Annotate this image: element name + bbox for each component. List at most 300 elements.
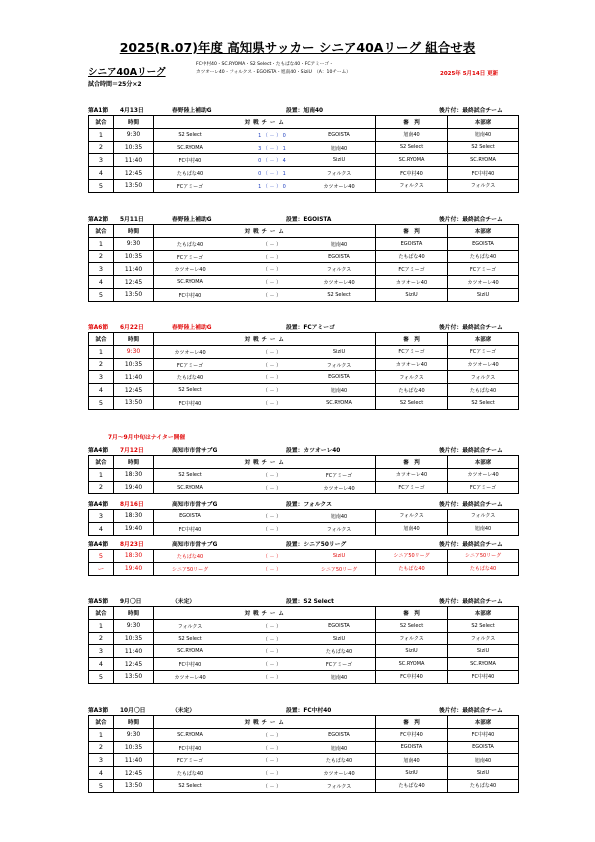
match-no: 5 bbox=[89, 396, 114, 409]
referee-team: FCアミーゴ bbox=[376, 345, 448, 358]
home-team: カツオーレ40 bbox=[174, 349, 206, 356]
round-venue: 春野陸上補助G bbox=[172, 217, 212, 223]
match-row bbox=[89, 237, 519, 250]
match-score: （ － ） bbox=[262, 388, 282, 395]
match-no: 2 bbox=[89, 632, 114, 645]
league-name: シニア40Aリーグ bbox=[88, 67, 166, 78]
home-team: SC.RYOMA bbox=[177, 279, 203, 286]
match-time: 11:40 bbox=[114, 645, 154, 658]
match-score: （ － ） bbox=[262, 292, 282, 299]
match-time: 10:35 bbox=[114, 632, 154, 645]
match-row bbox=[89, 250, 519, 263]
home-team: たもぱな40 bbox=[176, 375, 204, 382]
match-time: 13:50 bbox=[114, 179, 154, 192]
match-no: 3 bbox=[89, 645, 114, 658]
referee-team: SC.RYOMA bbox=[376, 658, 448, 671]
header-time: 時間 bbox=[114, 456, 154, 469]
round-header bbox=[88, 443, 518, 454]
header-time: 時間 bbox=[114, 607, 154, 620]
match-teams bbox=[154, 562, 376, 575]
round-host: 設置：カツオーレ40 bbox=[286, 448, 341, 454]
referee-team: SiziU bbox=[376, 767, 448, 780]
round-venue: 高知市市営サブG bbox=[172, 502, 218, 508]
hq-team: フォルクス bbox=[448, 510, 519, 523]
hq-team: SC.RYOMA bbox=[448, 658, 519, 671]
match-row bbox=[89, 728, 519, 741]
header-referee: 審 判 bbox=[376, 116, 448, 129]
round-label: 第A2節 bbox=[88, 217, 109, 223]
match-no: 3 bbox=[89, 154, 114, 167]
match-score: （ － ） bbox=[262, 745, 282, 752]
round-cleanup: 後片付：最終試合チーム bbox=[439, 217, 503, 223]
match-score: （ － ） bbox=[262, 485, 282, 492]
match-teams bbox=[154, 619, 376, 632]
round-host: 設置：FCアミーゴ bbox=[286, 325, 335, 331]
match-row bbox=[89, 263, 519, 276]
match-teams bbox=[154, 250, 376, 263]
match-teams bbox=[154, 384, 376, 397]
home-team: たもぱな40 bbox=[176, 241, 204, 248]
match-no: 3 bbox=[89, 510, 114, 523]
header-hq: 本部席 bbox=[448, 716, 519, 729]
match-no: 4 bbox=[89, 522, 114, 535]
match-score: （ － ） bbox=[262, 649, 282, 656]
home-team: SC.RYOMA bbox=[177, 144, 203, 151]
team-list bbox=[196, 61, 351, 77]
header-teams: 対 戦 チ ー ム bbox=[154, 116, 376, 129]
home-team: FCアミーゴ bbox=[176, 254, 204, 261]
round-date: 10月〇日 bbox=[120, 708, 146, 714]
match-time: 10:35 bbox=[114, 141, 154, 154]
match-score: 1 （ － ） 0 bbox=[258, 183, 286, 190]
hq-team: SiziU bbox=[448, 645, 519, 658]
match-time: 9:30 bbox=[114, 619, 154, 632]
header-match-no: 試合 bbox=[89, 333, 114, 346]
home-team: S2 Select bbox=[178, 782, 202, 789]
match-row bbox=[89, 645, 519, 658]
round-label: 第A5節 bbox=[88, 599, 109, 605]
match-score: （ － ） bbox=[262, 636, 282, 643]
home-team: S2 Select bbox=[178, 387, 202, 394]
match-teams bbox=[154, 741, 376, 754]
header-match-no: 試合 bbox=[89, 456, 114, 469]
round-header bbox=[88, 212, 518, 223]
round-header bbox=[88, 703, 518, 714]
match-time: 19:40 bbox=[114, 522, 154, 535]
match-no: 5 bbox=[89, 179, 114, 192]
match-row bbox=[89, 767, 519, 780]
referee-team: フォルクス bbox=[376, 179, 448, 192]
away-team: S2 Select bbox=[327, 291, 351, 298]
referee-team: SiziU bbox=[376, 288, 448, 301]
hq-team: S2 Select bbox=[448, 141, 519, 154]
header-hq: 本部席 bbox=[448, 225, 519, 238]
referee-team: 旭南40 bbox=[376, 128, 448, 141]
match-score: （ － ） bbox=[262, 472, 282, 479]
home-team: FC中村40 bbox=[178, 526, 202, 533]
referee-team: たもぱな40 bbox=[376, 384, 448, 397]
away-team: フォルクス bbox=[326, 362, 352, 369]
home-team: FCアミーゴ bbox=[176, 183, 204, 190]
match-teams bbox=[154, 167, 376, 180]
match-teams bbox=[154, 288, 376, 301]
updated-date: 2025年 5月14日 更新 bbox=[440, 71, 499, 77]
match-duration: 試合時間＝25分×2 bbox=[88, 81, 142, 88]
home-team: EGOISTA bbox=[179, 513, 201, 519]
match-teams bbox=[154, 481, 376, 494]
header-teams: 対 戦 チ ー ム bbox=[154, 716, 376, 729]
away-team: 旭南40 bbox=[330, 145, 348, 152]
schedule-table bbox=[88, 606, 519, 684]
match-time: 9:30 bbox=[114, 237, 154, 250]
match-teams bbox=[154, 510, 376, 523]
referee-team: S2 Select bbox=[376, 141, 448, 154]
header-teams: 対 戦 チ ー ム bbox=[154, 607, 376, 620]
home-team: FC中村40 bbox=[178, 400, 202, 407]
round-date: 8月23日 bbox=[120, 542, 144, 548]
match-score: 1 （ － ） 0 bbox=[258, 132, 286, 139]
match-row bbox=[89, 741, 519, 754]
round-host: 設置：S2 Select bbox=[286, 599, 334, 605]
schedule-table bbox=[88, 715, 519, 793]
match-row bbox=[89, 179, 519, 192]
match-row bbox=[89, 141, 519, 154]
match-time: 11:40 bbox=[114, 263, 154, 276]
hq-team: SC.RYOMA bbox=[448, 154, 519, 167]
away-team: 旭南40 bbox=[330, 514, 348, 520]
match-time: 10:35 bbox=[114, 741, 154, 754]
match-no: 1 bbox=[89, 468, 114, 481]
hq-team: 旭南40 bbox=[448, 128, 519, 141]
match-teams bbox=[154, 658, 376, 671]
away-team: 旭南40 bbox=[330, 674, 348, 681]
match-score: （ － ） bbox=[262, 526, 282, 533]
away-team: EGOISTA bbox=[328, 731, 350, 738]
match-teams bbox=[154, 276, 376, 289]
round-date: 8月16日 bbox=[120, 502, 144, 508]
hq-team: カツオーレ40 bbox=[448, 276, 519, 289]
referee-team: S2 Select bbox=[376, 619, 448, 632]
match-row bbox=[89, 345, 519, 358]
round-cleanup: 後片付：最終試合チーム bbox=[439, 448, 503, 454]
away-team: SiziU bbox=[332, 635, 346, 642]
match-teams bbox=[154, 154, 376, 167]
match-row bbox=[89, 562, 519, 575]
away-team: EGOISTA bbox=[328, 622, 350, 629]
header-match-no: 試合 bbox=[89, 225, 114, 238]
match-no: 5 bbox=[89, 670, 114, 683]
schedule-table bbox=[88, 549, 519, 576]
match-row bbox=[89, 128, 519, 141]
team-list-line-1: FC中村40・SC.RYOMA・S2 Select・たもぱな40・FCアミーゴ・ bbox=[196, 62, 334, 67]
match-score: （ － ） bbox=[262, 280, 282, 287]
match-no: 4 bbox=[89, 167, 114, 180]
table-header-row bbox=[89, 116, 519, 129]
referee-team: たもぱな40 bbox=[376, 562, 448, 575]
match-score: （ － ） bbox=[262, 554, 282, 560]
hq-team: FC中村40 bbox=[448, 670, 519, 683]
home-team: FCアミーゴ bbox=[176, 362, 204, 369]
header-referee: 審 判 bbox=[376, 456, 448, 469]
away-team: EGOISTA bbox=[328, 131, 350, 138]
match-row bbox=[89, 468, 519, 481]
page-title: 2025(R.07)年度 高知県サッカー シニア40Aリーグ 組合せ表 bbox=[119, 40, 476, 55]
referee-team: シニア50リーグ bbox=[376, 550, 448, 563]
match-score: （ － ） bbox=[262, 783, 282, 790]
header-teams: 対 戦 チ ー ム bbox=[154, 225, 376, 238]
home-team: FC中村40 bbox=[178, 292, 202, 299]
round-label: 第A4節 bbox=[88, 542, 109, 548]
match-row bbox=[89, 358, 519, 371]
hq-team: たもぱな40 bbox=[448, 779, 519, 792]
match-time: 18:30 bbox=[114, 510, 154, 523]
match-time: 10:35 bbox=[114, 358, 154, 371]
away-team: 旭南40 bbox=[330, 241, 348, 248]
round-date: 5月11日 bbox=[120, 217, 144, 223]
match-time: 9:30 bbox=[114, 128, 154, 141]
away-team: カツオーレ40 bbox=[323, 183, 355, 190]
match-no: 1 bbox=[89, 619, 114, 632]
match-no: 1 bbox=[89, 345, 114, 358]
header-teams: 対 戦 チ ー ム bbox=[154, 456, 376, 469]
home-team: たもぱな40 bbox=[176, 771, 204, 778]
match-score: （ － ） bbox=[262, 267, 282, 274]
hq-team: S2 Select bbox=[448, 396, 519, 409]
round-label: 第A1節 bbox=[88, 108, 109, 114]
match-time: 12:45 bbox=[114, 767, 154, 780]
hq-team: 旭南40 bbox=[448, 754, 519, 767]
away-team: シニア50リーグ bbox=[320, 566, 358, 573]
round-cleanup: 後片付：最終試合チーム bbox=[439, 599, 503, 605]
referee-team: 旭南40 bbox=[376, 522, 448, 535]
match-score: （ － ） bbox=[262, 771, 282, 778]
match-row bbox=[89, 371, 519, 384]
home-team: SC.RYOMA bbox=[177, 484, 203, 491]
home-team: SC.RYOMA bbox=[177, 731, 203, 738]
away-team: カツオーレ40 bbox=[323, 771, 355, 778]
match-teams bbox=[154, 754, 376, 767]
match-score: （ － ） bbox=[262, 674, 282, 681]
away-team: 旭南40 bbox=[330, 745, 348, 752]
home-team: SC.RYOMA bbox=[177, 648, 203, 655]
match-time: 12:45 bbox=[114, 167, 154, 180]
round-cleanup: 後片付：最終試合チーム bbox=[439, 708, 503, 714]
hq-team: カツオーレ40 bbox=[448, 468, 519, 481]
match-teams bbox=[154, 670, 376, 683]
home-team: S2 Select bbox=[178, 471, 202, 478]
match-score: 3 （ － ） 1 bbox=[258, 145, 286, 152]
header-time: 時間 bbox=[114, 116, 154, 129]
round-header bbox=[88, 537, 518, 548]
round-header bbox=[88, 320, 518, 331]
match-no: ー bbox=[89, 562, 114, 575]
match-score: （ － ） bbox=[262, 732, 282, 739]
match-row bbox=[89, 658, 519, 671]
schedule-table bbox=[88, 509, 519, 536]
round-date: 4月13日 bbox=[120, 108, 144, 114]
match-no: 5 bbox=[89, 288, 114, 301]
match-time: 11:40 bbox=[114, 154, 154, 167]
hq-team: FCアミーゴ bbox=[448, 263, 519, 276]
away-team: SiziU bbox=[332, 348, 346, 355]
referee-team: SiziU bbox=[376, 645, 448, 658]
match-teams bbox=[154, 632, 376, 645]
round-label: 第A4節 bbox=[88, 448, 109, 454]
referee-team: カツオーレ40 bbox=[376, 358, 448, 371]
match-teams bbox=[154, 179, 376, 192]
away-team: フォルクス bbox=[326, 783, 352, 790]
match-row bbox=[89, 276, 519, 289]
match-teams bbox=[154, 141, 376, 154]
header-hq: 本部席 bbox=[448, 456, 519, 469]
hq-team: たもぱな40 bbox=[448, 562, 519, 575]
schedule-table bbox=[88, 332, 519, 410]
match-no: 2 bbox=[89, 250, 114, 263]
table-header-row bbox=[89, 607, 519, 620]
match-teams bbox=[154, 358, 376, 371]
referee-team: カツオーレ40 bbox=[376, 276, 448, 289]
match-time: 18:30 bbox=[114, 550, 154, 563]
hq-team: FC中村40 bbox=[448, 728, 519, 741]
match-time: 11:40 bbox=[114, 754, 154, 767]
match-time: 19:40 bbox=[114, 481, 154, 494]
hq-team: たもぱな40 bbox=[448, 384, 519, 397]
match-teams bbox=[154, 468, 376, 481]
schedule-table bbox=[88, 455, 519, 494]
hq-team: フォルクス bbox=[448, 371, 519, 384]
round-venue: 春野陸上補助G bbox=[172, 325, 212, 331]
table-header-row bbox=[89, 333, 519, 346]
match-no: 1 bbox=[89, 728, 114, 741]
match-time: 13:50 bbox=[114, 396, 154, 409]
match-time: 12:45 bbox=[114, 384, 154, 397]
match-row bbox=[89, 632, 519, 645]
round-header bbox=[88, 594, 518, 605]
match-row bbox=[89, 396, 519, 409]
match-score: （ － ） bbox=[262, 349, 282, 356]
referee-team: EGOISTA bbox=[376, 741, 448, 754]
header-time: 時間 bbox=[114, 225, 154, 238]
match-score: （ － ） bbox=[262, 514, 282, 520]
round-cleanup: 後片付：最終試合チーム bbox=[439, 542, 503, 548]
match-time: 11:40 bbox=[114, 371, 154, 384]
hq-team: FCアミーゴ bbox=[448, 481, 519, 494]
match-no: 1 bbox=[89, 237, 114, 250]
away-team: フォルクス bbox=[326, 171, 352, 178]
match-row bbox=[89, 619, 519, 632]
home-team: フォルクス bbox=[177, 623, 203, 630]
match-time: 13:50 bbox=[114, 779, 154, 792]
referee-team: 旭南40 bbox=[376, 754, 448, 767]
round-host: 設置：EGOISTA bbox=[286, 217, 332, 223]
round-cleanup: 後片付：最終試合チーム bbox=[439, 108, 503, 114]
match-no: 4 bbox=[89, 276, 114, 289]
match-teams bbox=[154, 396, 376, 409]
match-teams bbox=[154, 371, 376, 384]
match-no: 3 bbox=[89, 371, 114, 384]
hq-team: たもぱな40 bbox=[448, 250, 519, 263]
round-venue: 高知市市営サブG bbox=[172, 542, 218, 548]
match-row bbox=[89, 154, 519, 167]
match-score: （ － ） bbox=[262, 375, 282, 382]
away-team: たもぱな40 bbox=[325, 758, 353, 765]
header-time: 時間 bbox=[114, 716, 154, 729]
match-no: 2 bbox=[89, 741, 114, 754]
away-team: SiziU bbox=[332, 553, 346, 559]
match-score: 0 （ － ） 1 bbox=[258, 171, 286, 178]
round-date: 6月22日 bbox=[120, 325, 144, 331]
match-teams bbox=[154, 550, 376, 563]
round-venue: 高知市市営サブG bbox=[172, 448, 218, 454]
round-cleanup: 後片付：最終試合チーム bbox=[439, 502, 503, 508]
referee-team: FC中村40 bbox=[376, 728, 448, 741]
home-team: カツオーレ40 bbox=[174, 674, 206, 681]
hq-team: FCアミーゴ bbox=[448, 345, 519, 358]
away-team: たもぱな40 bbox=[325, 649, 353, 656]
referee-team: フォルクス bbox=[376, 632, 448, 645]
home-team: カツオーレ40 bbox=[174, 267, 206, 274]
away-team: フォルクス bbox=[326, 526, 352, 533]
away-team: FCアミーゴ bbox=[325, 662, 353, 669]
home-team: FC中村40 bbox=[178, 745, 202, 752]
away-team: SC.RYOMA bbox=[326, 399, 352, 406]
match-time: 13:50 bbox=[114, 670, 154, 683]
round-date: 7月12日 bbox=[120, 448, 144, 454]
round-label: 第A6節 bbox=[88, 325, 109, 331]
referee-team: たもぱな40 bbox=[376, 250, 448, 263]
match-teams bbox=[154, 237, 376, 250]
match-score: （ － ） bbox=[262, 566, 282, 573]
match-no: 5 bbox=[89, 779, 114, 792]
table-header-row bbox=[89, 716, 519, 729]
round-host: 設置：シニア50リーグ bbox=[286, 542, 347, 548]
round-label: 第A3節 bbox=[88, 708, 109, 714]
match-time: 12:45 bbox=[114, 658, 154, 671]
match-teams bbox=[154, 645, 376, 658]
match-row bbox=[89, 288, 519, 301]
match-no: 2 bbox=[89, 481, 114, 494]
match-row bbox=[89, 550, 519, 563]
match-row bbox=[89, 779, 519, 792]
match-no: 3 bbox=[89, 754, 114, 767]
header-hq: 本部席 bbox=[448, 116, 519, 129]
match-teams bbox=[154, 345, 376, 358]
referee-team: FC中村40 bbox=[376, 670, 448, 683]
match-row bbox=[89, 754, 519, 767]
header-referee: 審 判 bbox=[376, 607, 448, 620]
home-team: シニア50リーグ bbox=[171, 566, 209, 573]
match-score: （ － ） bbox=[262, 254, 282, 261]
away-team: EGOISTA bbox=[328, 374, 350, 381]
home-team: FC中村40 bbox=[178, 662, 202, 669]
home-team: たもぱな40 bbox=[176, 171, 204, 178]
hq-team: シニア50リーグ bbox=[448, 550, 519, 563]
match-teams bbox=[154, 522, 376, 535]
match-time: 19:40 bbox=[114, 562, 154, 575]
match-row bbox=[89, 670, 519, 683]
match-no: 2 bbox=[89, 141, 114, 154]
match-no: 5 bbox=[89, 550, 114, 563]
match-score: （ － ） bbox=[262, 662, 282, 669]
referee-team: S2 Select bbox=[376, 396, 448, 409]
referee-team: カツオーレ40 bbox=[376, 468, 448, 481]
header-hq: 本部席 bbox=[448, 607, 519, 620]
hq-team: SiziU bbox=[448, 288, 519, 301]
away-team: SiziU bbox=[332, 157, 346, 164]
header-time: 時間 bbox=[114, 333, 154, 346]
round-header bbox=[88, 497, 518, 508]
hq-team: EGOISTA bbox=[448, 237, 519, 250]
